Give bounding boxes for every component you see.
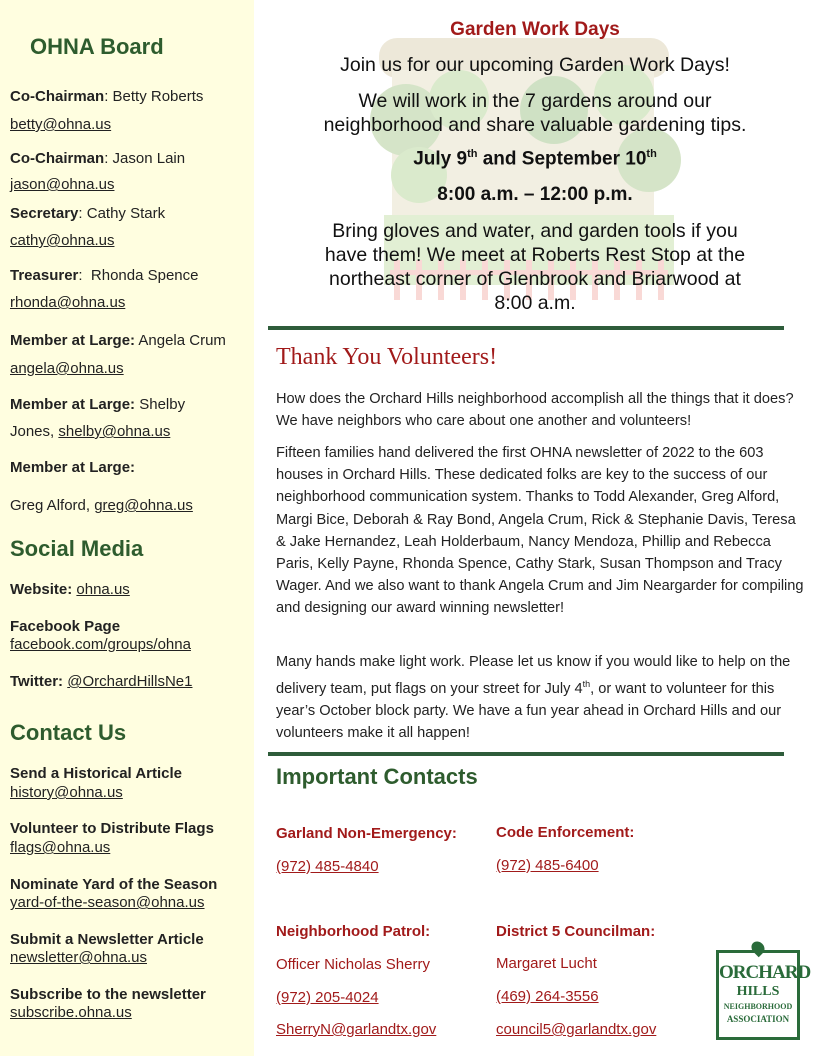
- contact-email-link[interactable]: history@ohna.us: [10, 784, 123, 801]
- facebook-link[interactable]: facebook.com/groups/ohna: [10, 636, 191, 653]
- garden-line: Bring gloves and water, and garden tools if you: [332, 220, 738, 242]
- contact-label: Send a Historical Article: [10, 765, 183, 782]
- board-member-cont: Greg Alford, greg@ohna.us: [10, 497, 193, 514]
- code-label: Code Enforcement:: [496, 824, 635, 841]
- council-email-link[interactable]: council5@garlandtx.gov: [496, 1021, 657, 1038]
- board-member: Member at Large: Shelby: [10, 396, 186, 413]
- member-email-link[interactable]: greg@ohna.us: [94, 497, 193, 514]
- social-title: Social Media: [10, 536, 144, 561]
- board-member: Member at Large:: [10, 459, 136, 476]
- thanks-paragraph: Fifteen families hand delivered the first OHNA newsletter of 2022 to the 603 houses in Orchard Hills. These dedicated folks are key to the success of our neighborhood communication system. Thanks to Todd Alexander, Greg Alford, Margi Bice, Deborah & Ray Bond, Angela Crum, Rick & Stephanie Davis, Teresa & Jake Hernandez, Leah Holderbaum, Nancy Mendoza, Phillip and Rebecca Paris, Kelly Payne, Rhonda Spence, Cathy Stark, Susan Thompson and Tracy Wager. And we also want to thank Angela Crum and Jim Neargarder for compiling and designing our award winning newsletter!: [276, 445, 804, 617]
- patrol-email-link[interactable]: SherryN@garlandtx.gov: [276, 1021, 437, 1038]
- member-email-link[interactable]: jason@ohna.us: [10, 176, 115, 193]
- social-facebook-label: Facebook Page: [10, 618, 121, 635]
- divider: [268, 326, 784, 330]
- patrol-name: Officer Nicholas Sherry: [276, 956, 430, 973]
- logo-leaf-icon: [749, 939, 767, 957]
- social-website: Website: ohna.us: [10, 581, 130, 598]
- garden-line: 8:00 a.m.: [494, 292, 576, 314]
- garden-dates: July 9th and September 10th: [413, 148, 657, 170]
- garden-line: neighborhood and share valuable gardening tips.: [323, 114, 747, 136]
- logo-text: NEIGHBORHOOD: [723, 1002, 793, 1011]
- contact-title: Contact Us: [10, 720, 127, 745]
- logo-text: HILLS: [736, 984, 780, 999]
- board-member: Secretary: Cathy Stark: [10, 205, 166, 222]
- contacts-title: Important Contacts: [276, 764, 478, 789]
- logo-text: ORCHARD: [719, 962, 811, 983]
- contact-email-link[interactable]: yard-of-the-season@ohna.us: [10, 894, 205, 911]
- member-email-link[interactable]: betty@ohna.us: [10, 116, 112, 133]
- contact-label: Submit a Newsletter Article: [10, 931, 204, 948]
- garden-intro: Join us for our upcoming Garden Work Days!: [340, 54, 730, 76]
- contact-email-link[interactable]: subscribe.ohna.us: [10, 1004, 132, 1021]
- member-email-link[interactable]: rhonda@ohna.us: [10, 294, 126, 311]
- board-member: Treasurer: Rhonda Spence: [10, 267, 199, 284]
- member-email-link[interactable]: cathy@ohna.us: [10, 232, 115, 249]
- ohna-logo: [716, 950, 811, 1040]
- garden-line: have them! We meet at Roberts Rest Stop at the: [324, 244, 746, 266]
- sidebar: [0, 0, 254, 1056]
- garden-time: 8:00 a.m. – 12:00 p.m.: [437, 184, 633, 205]
- member-email-link[interactable]: angela@ohna.us: [10, 360, 124, 377]
- contact-label: Volunteer to Distribute Flags: [10, 820, 214, 837]
- divider: [268, 752, 784, 756]
- patrol-phone-link[interactable]: (972) 205-4024: [276, 989, 379, 1006]
- garden-line: northeast corner of Glenbrook and Briarwood at: [329, 268, 741, 290]
- board-member: Member at Large: Angela Crum: [10, 332, 226, 349]
- contact-email-link[interactable]: flags@ohna.us: [10, 839, 111, 856]
- code-phone-link[interactable]: (972) 485-6400: [496, 857, 599, 874]
- contact-email-link[interactable]: newsletter@ohna.us: [10, 949, 147, 966]
- patrol-label: Neighborhood Patrol:: [276, 923, 431, 940]
- board-title: OHNA Board: [30, 34, 164, 59]
- social-twitter: Twitter: @OrchardHillsNe1: [10, 673, 193, 690]
- contact-label: Nominate Yard of the Season: [10, 876, 218, 893]
- garland-phone-link[interactable]: (972) 485-4840: [276, 858, 379, 875]
- council-phone-link[interactable]: (469) 264-3556: [496, 988, 599, 1005]
- garden-title: Garden Work Days: [450, 19, 620, 40]
- council-label: District 5 Councilman:: [496, 923, 656, 940]
- logo-text: ASSOCIATION: [726, 1014, 790, 1024]
- thanks-title: Thank You Volunteers!: [276, 344, 498, 370]
- contact-label: Subscribe to the newsletter: [10, 986, 206, 1003]
- board-member: Co-Chairman: Betty Roberts: [10, 88, 204, 105]
- garden-line: We will work in the 7 gardens around our: [358, 90, 712, 112]
- thanks-paragraph: How does the Orchard Hills neighborhood accomplish all the things that it does? We have neighbors who care about one another and volunteers!: [276, 391, 794, 430]
- council-name: Margaret Lucht: [496, 955, 597, 972]
- website-link[interactable]: ohna.us: [76, 581, 130, 598]
- thanks-paragraph: Many hands make light work. Please let us know if you would like to help on the delivery team, put flags on your street for July 4th, or want to volunteer for this year’s October block party. We have a fun year ahead in Orchard Hills and our volunteers make it all happen!: [276, 654, 791, 742]
- board-member-cont: Jones, shelby@ohna.us: [10, 423, 171, 440]
- garland-label: Garland Non-Emergency:: [276, 825, 457, 842]
- member-email-link[interactable]: shelby@ohna.us: [58, 423, 171, 440]
- twitter-link[interactable]: @OrchardHillsNe1: [67, 673, 193, 690]
- main-content: [254, 0, 816, 1056]
- board-member: Co-Chairman: Jason Lain: [10, 150, 186, 167]
